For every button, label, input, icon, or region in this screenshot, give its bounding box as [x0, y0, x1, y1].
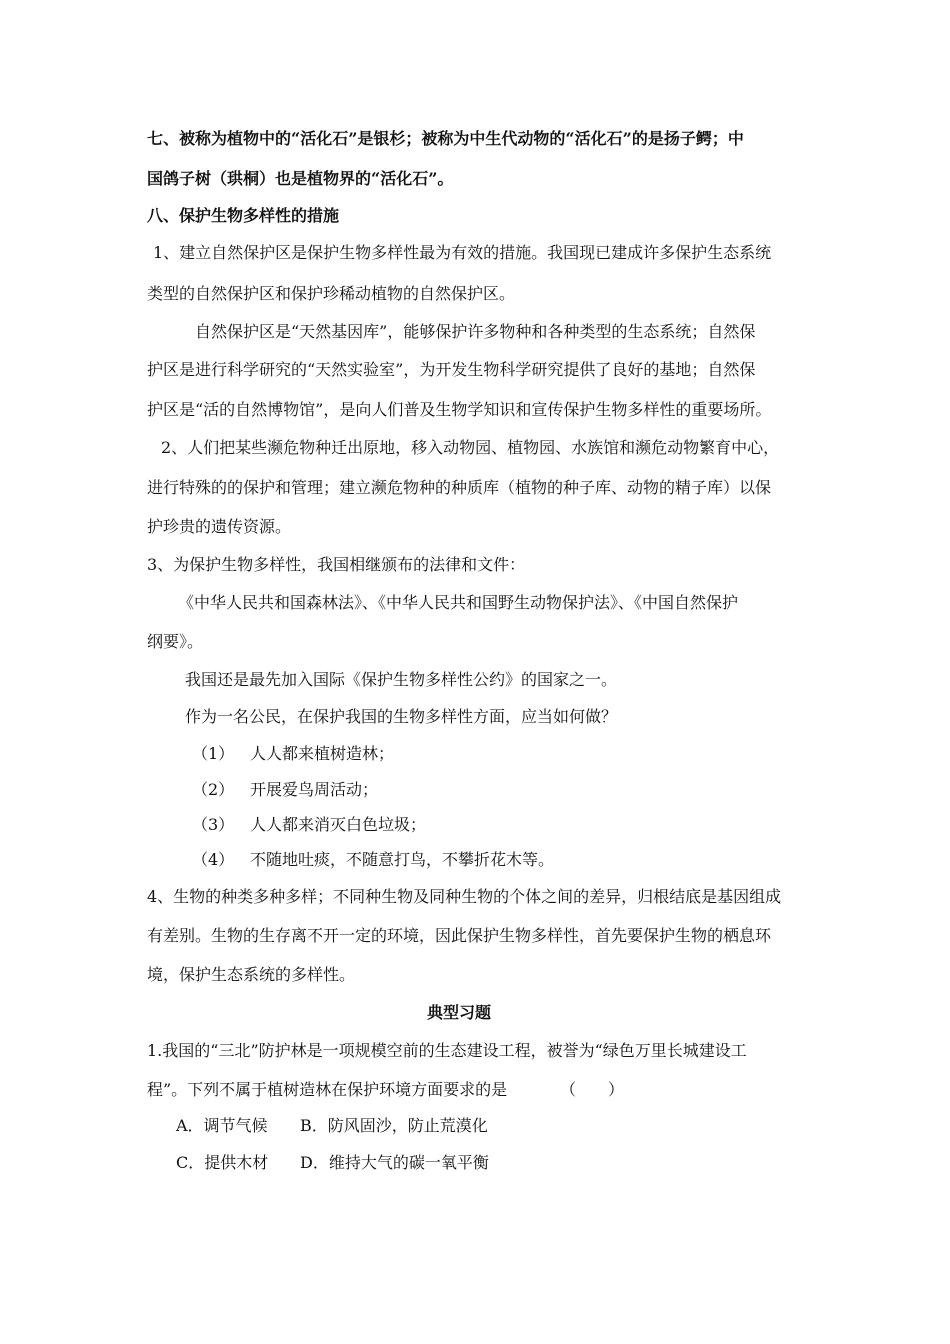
list-item-num: （4）	[192, 850, 235, 869]
p1b-line3: 护区是“活的自然博物馆”，是向人们普及生物学知识和宣传保护生物多样性的重要场所。	[147, 400, 772, 419]
q1-option-d: D．维持大气的碳一氧平衡	[300, 1153, 489, 1172]
q1-answer-paren: （ ）	[560, 1080, 625, 1099]
p1-line1: 1、建立自然保护区是保护生物多样性最为有效的措施。我国现已建成许多保护生态系统	[153, 243, 772, 262]
p3-convention: 我国还是最先加入国际《保护生物多样性公约》的国家之一。	[185, 670, 618, 689]
p4-line2: 有差别。生物的生存离不开一定的环境，因此保护生物多样性，首先要保护生物的栖息环	[147, 926, 772, 945]
list-item-num: （1）	[192, 744, 235, 763]
section7-line2: 国鸽子树（珙桐）也是植物界的“活化石”。	[147, 169, 454, 188]
p1b-line1: 自然保护区是“天然基因库”，能够保护许多物种和各种类型的生态系统；自然保	[195, 322, 756, 341]
list-item-text: 开展爱鸟周活动；	[250, 780, 379, 799]
p3-question: 作为一名公民，在保护我国的生物多样性方面，应当如何做？	[185, 707, 618, 726]
list-item-num: （2）	[192, 780, 235, 799]
list-item-text: 人人都来植树造林；	[250, 744, 395, 763]
section8-heading: 八、保护生物多样性的措施	[147, 206, 340, 225]
p2-line3: 护珍贵的遗传资源。	[147, 517, 292, 536]
p3-intro: 3、为保护生物多样性，我国相继颁布的法律和文件：	[147, 555, 526, 574]
q1-option-c: C．提供木材	[176, 1153, 269, 1172]
p3-laws-line1: 《中华人民共和国森林法》、《中华人民共和国野生动物保护法》、《中国自然保护	[178, 593, 739, 612]
list-item-text: 不随地吐痰，不随意打鸟，不攀折花木等。	[250, 850, 555, 869]
list-item-num: （3）	[192, 815, 235, 834]
p1-line2: 类型的自然保护区和保护珍稀动植物的自然保护区。	[147, 284, 516, 303]
q1-line2: 程”。下列不属于植树造林在保护环境方面要求的是	[147, 1080, 508, 1099]
p4-line1: 4、生物的种类多种多样；不同种生物及同种生物的个体之间的差异，归根结底是基因组成	[147, 887, 782, 906]
section7-line1: 七、被称为植物中的“活化石”是银杉；被称为中生代动物的“活化石”的是扬子鳄；中	[147, 129, 744, 148]
list-item-text: 人人都来消灭白色垃圾；	[250, 815, 427, 834]
q1-option-b: B．防风固沙，防止荒漠化	[300, 1116, 488, 1135]
p4-line3: 境，保护生态系统的多样性。	[147, 965, 356, 984]
p2-line2: 进行特殊的的保护和管理；建立濒危物种的种质库（植物的种子库、动物的精子库）以保	[147, 478, 772, 497]
p1b-line2: 护区是进行科学研究的“天然实验室”，为开发生物科学研究提供了良好的基地；自然保	[147, 360, 756, 379]
p3-laws-line2: 纲要》。	[147, 632, 204, 651]
q1-option-a: A．调节气候	[176, 1116, 268, 1135]
p2-line1: 2、人们把某些濒危物种迁出原地，移入动物园、植物园、水族馆和濒危动物繁育中心，	[161, 438, 780, 457]
exercises-title: 典型习题	[427, 1003, 492, 1022]
q1-line1: 1.我国的“三北”防护林是一项规模空前的生态建设工程，被誉为“绿色万里长城建设工	[147, 1041, 747, 1060]
